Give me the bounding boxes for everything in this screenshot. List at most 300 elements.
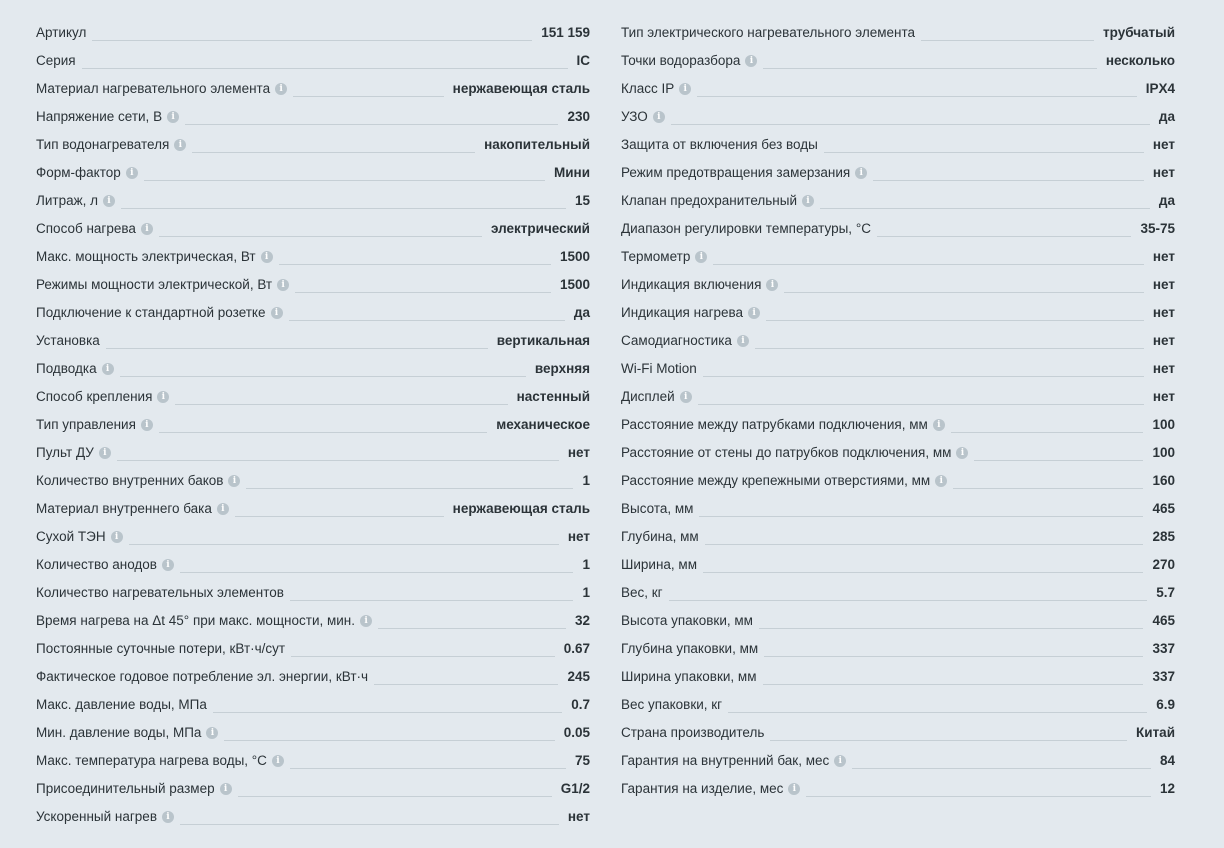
spec-value: нет	[1152, 389, 1175, 405]
spec-row	[621, 271, 1175, 299]
spec-value: 151 159	[541, 25, 590, 41]
spec-label-text: Глубина, мм	[621, 529, 699, 545]
spec-label	[36, 362, 114, 376]
leader-line	[669, 579, 1148, 601]
spec-label-text: Индикация нагрева	[621, 305, 744, 321]
specifications-column-left	[36, 19, 590, 831]
spec-label-text: Форм-фактор	[36, 165, 121, 181]
spec-row	[36, 47, 590, 75]
spec-label-text: Фактическое годовое потребление эл. энергии, кВт·ч	[36, 669, 369, 685]
info-icon[interactable]: i	[126, 167, 138, 179]
leader-line	[180, 551, 574, 573]
spec-value: 230	[567, 109, 590, 125]
info-icon[interactable]: i	[174, 139, 186, 151]
leader-line	[766, 299, 1144, 321]
spec-row	[621, 159, 1175, 187]
spec-label-text: Индикация включения	[621, 277, 762, 293]
spec-label-text: Способ крепления	[36, 389, 153, 405]
spec-label	[621, 530, 699, 544]
spec-row	[36, 551, 590, 579]
spec-label	[36, 110, 179, 124]
spec-value: нет	[1152, 165, 1175, 181]
leader-line	[293, 75, 444, 97]
leader-line	[784, 271, 1143, 293]
spec-row	[621, 691, 1175, 719]
spec-label-text: Количество анодов	[36, 557, 157, 573]
info-icon[interactable]: i	[141, 419, 153, 431]
leader-line	[82, 47, 568, 69]
spec-row	[36, 607, 590, 635]
spec-value: нет	[567, 445, 590, 461]
spec-row	[621, 243, 1175, 271]
info-icon[interactable]: i	[834, 755, 846, 767]
spec-value: 35-75	[1140, 221, 1175, 237]
leader-line	[144, 159, 545, 181]
spec-row	[621, 719, 1175, 747]
spec-label	[36, 446, 111, 460]
spec-row	[36, 103, 590, 131]
spec-label-text: Подключение к стандартной розетке	[36, 305, 266, 321]
spec-value: трубчатый	[1103, 25, 1175, 41]
spec-value: накопительный	[484, 137, 590, 153]
info-icon[interactable]: i	[855, 167, 867, 179]
info-icon[interactable]: i	[261, 251, 273, 263]
spec-label-text: Расстояние от стены до патрубков подключения, мм	[621, 445, 952, 461]
spec-label	[621, 642, 758, 656]
leader-line	[671, 103, 1150, 125]
leader-line	[770, 719, 1127, 741]
leader-line	[921, 19, 1094, 41]
spec-label-text: Расстояние между крепежными отверстиями, мм	[621, 473, 931, 489]
leader-line	[279, 243, 551, 265]
spec-label-text: Артикул	[36, 25, 87, 41]
spec-label	[621, 306, 760, 320]
leader-line	[289, 299, 565, 321]
spec-label	[621, 446, 968, 460]
spec-row	[621, 495, 1175, 523]
info-icon[interactable]: i	[802, 195, 814, 207]
spec-row	[36, 19, 590, 47]
leader-line	[238, 775, 552, 797]
spec-label	[621, 334, 749, 348]
spec-label	[36, 586, 284, 600]
info-icon[interactable]: i	[679, 83, 691, 95]
info-icon[interactable]: i	[275, 83, 287, 95]
info-icon[interactable]: i	[111, 531, 123, 543]
spec-row	[36, 663, 590, 691]
spec-value: 0.7	[571, 697, 590, 713]
specifications-column-right	[621, 19, 1175, 831]
spec-label	[621, 754, 846, 768]
spec-row	[36, 523, 590, 551]
spec-label	[36, 642, 285, 656]
leader-line	[764, 635, 1143, 657]
spec-value: нержавеющая сталь	[452, 501, 590, 517]
info-icon[interactable]: i	[695, 251, 707, 263]
info-icon[interactable]: i	[766, 279, 778, 291]
info-icon[interactable]: i	[933, 419, 945, 431]
spec-value: 0.67	[563, 641, 590, 657]
spec-label-text: Постоянные суточные потери, кВт·ч/сут	[36, 641, 286, 657]
spec-value: 1	[582, 585, 590, 601]
spec-label-text: Клапан предохранительный	[621, 193, 798, 209]
spec-row	[36, 775, 590, 803]
spec-label	[36, 82, 287, 96]
spec-row	[36, 271, 590, 299]
spec-row	[36, 299, 590, 327]
spec-label-text: Тип электрического нагревательного элемента	[621, 25, 916, 41]
leader-line	[120, 355, 526, 377]
leader-line	[295, 271, 551, 293]
spec-label-text: Время нагрева на Δt 45° при макс. мощности, мин.	[36, 613, 356, 629]
spec-label-text: Класс IP	[621, 81, 675, 97]
spec-label	[621, 614, 753, 628]
spec-label-text: Гарантия на изделие, мес	[621, 781, 784, 797]
spec-value: 465	[1152, 501, 1175, 517]
leader-line	[159, 411, 487, 433]
spec-row	[621, 523, 1175, 551]
leader-line	[953, 467, 1143, 489]
spec-label	[621, 250, 707, 264]
info-icon[interactable]: i	[272, 755, 284, 767]
leader-line	[873, 159, 1144, 181]
spec-label-text: Установка	[36, 333, 100, 349]
spec-label	[36, 194, 115, 208]
leader-line	[974, 439, 1143, 461]
spec-row	[621, 439, 1175, 467]
spec-value: верхняя	[534, 361, 590, 377]
info-icon[interactable]: i	[745, 55, 757, 67]
spec-label-text: Пульт ДУ	[36, 445, 94, 461]
spec-value: Мини	[554, 165, 590, 181]
spec-label	[36, 306, 283, 320]
spec-label-text: Самодиагностика	[621, 333, 732, 349]
leader-line	[180, 803, 559, 825]
leader-line	[698, 383, 1144, 405]
info-icon[interactable]: i	[737, 335, 749, 347]
info-icon[interactable]: i	[935, 475, 947, 487]
leader-line	[224, 719, 554, 741]
spec-label	[36, 502, 229, 516]
spec-row	[36, 131, 590, 159]
spec-row	[621, 635, 1175, 663]
spec-label-text: Вес упаковки, кг	[621, 697, 723, 713]
leader-line	[192, 131, 475, 153]
spec-value: настенный	[516, 389, 590, 405]
spec-label	[621, 222, 871, 236]
spec-label-text: Способ нагрева	[36, 221, 136, 237]
spec-row	[621, 187, 1175, 215]
spec-label	[621, 558, 697, 572]
spec-value: 1	[582, 557, 590, 573]
spec-row	[36, 747, 590, 775]
spec-label	[36, 698, 207, 712]
leader-line	[728, 691, 1147, 713]
leader-line	[291, 635, 555, 657]
spec-label	[36, 26, 86, 40]
spec-row	[621, 607, 1175, 635]
spec-label-text: Страна производитель	[621, 725, 765, 741]
spec-row	[36, 803, 590, 831]
spec-row	[621, 467, 1175, 495]
spec-label	[36, 614, 372, 628]
info-icon[interactable]: i	[680, 391, 692, 403]
spec-value: 6.9	[1156, 697, 1175, 713]
spec-value: IC	[576, 53, 590, 69]
spec-label-text: Присоединительный размер	[36, 781, 215, 797]
spec-value: G1/2	[560, 781, 590, 797]
leader-line	[703, 355, 1144, 377]
spec-value: нет	[1152, 249, 1175, 265]
spec-label	[621, 698, 722, 712]
spec-label	[621, 278, 778, 292]
spec-row	[621, 47, 1175, 75]
spec-label	[36, 810, 174, 824]
spec-label	[36, 250, 273, 264]
spec-row	[36, 579, 590, 607]
spec-value: 12	[1159, 781, 1175, 797]
spec-row	[36, 411, 590, 439]
spec-label-text: Режимы мощности электрической, Вт	[36, 277, 273, 293]
specifications-table	[36, 19, 1175, 831]
spec-label-text: Высота упаковки, мм	[621, 613, 753, 629]
spec-label-text: Литраж, л	[36, 193, 99, 209]
spec-value: 75	[574, 753, 590, 769]
spec-label-text: Материал нагревательного элемента	[36, 81, 271, 97]
spec-value: 1500	[559, 249, 590, 265]
leader-line	[185, 103, 558, 125]
spec-label	[621, 110, 665, 124]
spec-label	[36, 670, 368, 684]
spec-row	[36, 383, 590, 411]
spec-row	[36, 719, 590, 747]
spec-row	[621, 551, 1175, 579]
spec-value: электрический	[491, 221, 590, 237]
spec-value: 15	[574, 193, 590, 209]
spec-value: нет	[1152, 137, 1175, 153]
info-icon[interactable]: i	[157, 391, 169, 403]
spec-value: 84	[1159, 753, 1175, 769]
info-icon[interactable]: i	[217, 503, 229, 515]
spec-label	[621, 418, 945, 432]
info-icon[interactable]: i	[99, 447, 111, 459]
spec-label	[36, 222, 153, 236]
leader-line	[159, 215, 482, 237]
spec-row	[36, 495, 590, 523]
info-icon[interactable]: i	[956, 447, 968, 459]
leader-line	[374, 663, 558, 685]
spec-label	[621, 474, 947, 488]
info-icon[interactable]: i	[228, 475, 240, 487]
info-icon[interactable]: i	[653, 111, 665, 123]
spec-label	[621, 54, 757, 68]
spec-value: да	[1158, 193, 1175, 209]
leader-line	[290, 579, 574, 601]
spec-label	[36, 418, 153, 432]
spec-label-text: Количество нагревательных элементов	[36, 585, 284, 601]
leader-line	[213, 691, 562, 713]
leader-line	[852, 747, 1151, 769]
spec-value: 270	[1152, 557, 1175, 573]
leader-line	[763, 47, 1096, 69]
leader-line	[697, 75, 1136, 97]
spec-value: механическое	[496, 417, 590, 433]
spec-label-text: Серия	[36, 53, 76, 69]
spec-value: нет	[1152, 361, 1175, 377]
info-icon[interactable]: i	[102, 363, 114, 375]
spec-label-text: Подводка	[36, 361, 97, 377]
info-icon[interactable]: i	[167, 111, 179, 123]
info-icon[interactable]: i	[220, 783, 232, 795]
spec-row	[36, 439, 590, 467]
spec-label	[621, 586, 663, 600]
info-icon[interactable]: i	[788, 783, 800, 795]
spec-label	[36, 138, 186, 152]
spec-row	[621, 299, 1175, 327]
spec-label-text: Режим предотвращения замерзания	[621, 165, 851, 181]
spec-row	[36, 635, 590, 663]
spec-label-text: Вес, кг	[621, 585, 663, 601]
leader-line	[235, 495, 444, 517]
spec-label	[36, 334, 100, 348]
spec-row	[621, 383, 1175, 411]
leader-line	[246, 467, 573, 489]
leader-line	[92, 19, 532, 41]
spec-row	[621, 75, 1175, 103]
spec-row	[36, 243, 590, 271]
spec-label	[621, 502, 693, 516]
spec-label-text: Глубина упаковки, мм	[621, 641, 759, 657]
spec-label	[621, 390, 692, 404]
spec-row	[36, 75, 590, 103]
spec-label	[36, 726, 218, 740]
spec-value: 32	[574, 613, 590, 629]
spec-row	[621, 775, 1175, 803]
spec-value: 1	[582, 473, 590, 489]
spec-label-text: Ускоренный нагрев	[36, 809, 157, 825]
spec-row	[621, 327, 1175, 355]
spec-label-text: Гарантия на внутренний бак, мес	[621, 753, 830, 769]
leader-line	[824, 131, 1144, 153]
leader-line	[820, 187, 1150, 209]
spec-label	[36, 390, 169, 404]
info-icon[interactable]: i	[360, 615, 372, 627]
spec-label-text: Количество внутренних баков	[36, 473, 224, 489]
spec-value: 337	[1152, 641, 1175, 657]
spec-value: нет	[1152, 277, 1175, 293]
info-icon[interactable]: i	[162, 559, 174, 571]
spec-row	[621, 663, 1175, 691]
spec-label	[621, 138, 818, 152]
spec-row	[621, 747, 1175, 775]
leader-line	[290, 747, 566, 769]
spec-label-text: Напряжение сети, В	[36, 109, 163, 125]
leader-line	[129, 523, 559, 545]
spec-label	[621, 82, 691, 96]
spec-row	[621, 411, 1175, 439]
spec-value: да	[573, 305, 590, 321]
spec-row	[36, 159, 590, 187]
leader-line	[175, 383, 507, 405]
spec-value: 160	[1152, 473, 1175, 489]
spec-label-text: Тип водонагревателя	[36, 137, 170, 153]
leader-line	[951, 411, 1144, 433]
leader-line	[713, 243, 1144, 265]
spec-row	[36, 215, 590, 243]
spec-label	[621, 194, 814, 208]
info-icon[interactable]: i	[748, 307, 760, 319]
spec-value: нет	[567, 529, 590, 545]
spec-label-text: Дисплей	[621, 389, 675, 405]
leader-line	[755, 327, 1144, 349]
spec-label-text: Ширина упаковки, мм	[621, 669, 757, 685]
spec-row	[36, 327, 590, 355]
spec-label	[36, 278, 289, 292]
spec-row	[36, 187, 590, 215]
spec-value: 1500	[559, 277, 590, 293]
leader-line	[699, 495, 1143, 517]
leader-line	[121, 187, 566, 209]
spec-label-text: Точки водоразбора	[621, 53, 741, 69]
leader-line	[705, 523, 1144, 545]
spec-value: 245	[567, 669, 590, 685]
info-icon[interactable]: i	[271, 307, 283, 319]
spec-label	[36, 754, 284, 768]
spec-value: 337	[1152, 669, 1175, 685]
leader-line	[759, 607, 1144, 629]
leader-line	[117, 439, 559, 461]
spec-row	[36, 355, 590, 383]
leader-line	[877, 215, 1132, 237]
spec-value: нет	[567, 809, 590, 825]
spec-label	[621, 362, 697, 376]
info-icon[interactable]: i	[141, 223, 153, 235]
spec-label	[36, 558, 174, 572]
spec-label-text: Защита от включения без воды	[621, 137, 818, 153]
spec-label	[36, 474, 240, 488]
spec-value: IPX4	[1145, 81, 1175, 97]
spec-label-text: Макс. мощность электрическая, Вт	[36, 249, 256, 265]
spec-label	[621, 26, 915, 40]
spec-label-text: Макс. давление воды, МПа	[36, 697, 207, 713]
spec-label-text: Макс. температура нагрева воды, °C	[36, 753, 267, 769]
spec-row	[621, 131, 1175, 159]
spec-value: Китай	[1136, 725, 1175, 741]
spec-row	[621, 19, 1175, 47]
leader-line	[378, 607, 566, 629]
leader-line	[763, 663, 1144, 685]
info-icon[interactable]: i	[206, 727, 218, 739]
spec-row	[621, 355, 1175, 383]
info-icon[interactable]: i	[277, 279, 289, 291]
info-icon[interactable]: i	[162, 811, 174, 823]
leader-line	[703, 551, 1143, 573]
spec-value: вертикальная	[496, 333, 590, 349]
leader-line	[106, 327, 488, 349]
spec-value: 100	[1152, 445, 1175, 461]
spec-label	[621, 782, 800, 796]
spec-value: 465	[1152, 613, 1175, 629]
spec-value: нет	[1152, 333, 1175, 349]
spec-value: 100	[1152, 417, 1175, 433]
spec-label-text: Диапазон регулировки температуры, °C	[621, 221, 871, 237]
spec-value: нержавеющая сталь	[452, 81, 590, 97]
spec-row	[621, 579, 1175, 607]
leader-line	[806, 775, 1151, 797]
spec-label	[621, 166, 867, 180]
info-icon[interactable]: i	[103, 195, 115, 207]
spec-row	[36, 467, 590, 495]
